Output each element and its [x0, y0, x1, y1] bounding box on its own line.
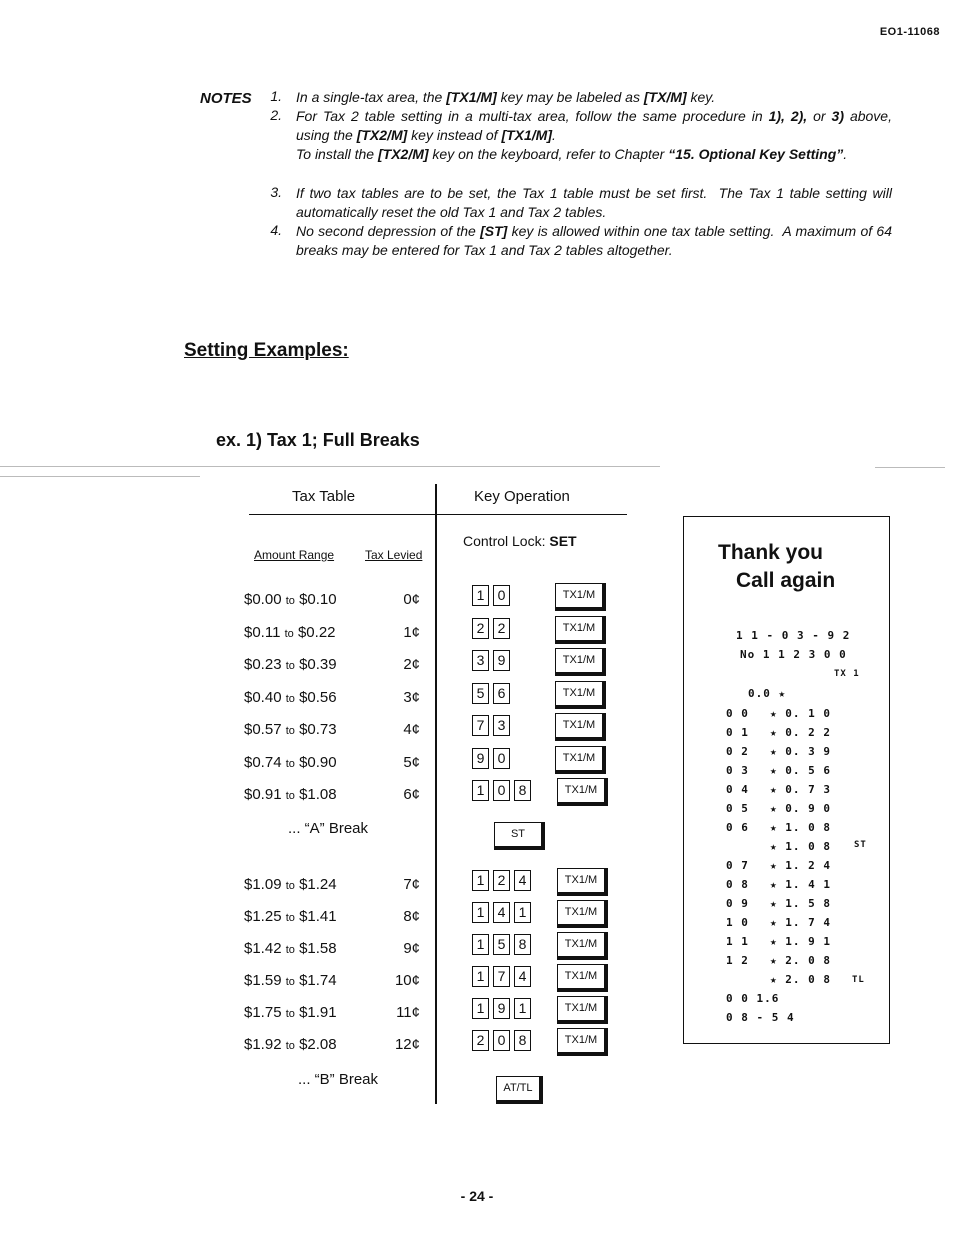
digit-key: 5 — [472, 683, 489, 704]
digit-key: 1 — [472, 998, 489, 1019]
digit-keys — [472, 748, 514, 772]
digit-key: 2 — [472, 618, 489, 639]
amount-range-label: Amount Range — [254, 548, 335, 562]
to-word: to — [285, 976, 295, 988]
receipt-line-value: ★ 1. 4 1 — [770, 878, 831, 891]
tax-levied: 4¢ — [403, 721, 420, 738]
digit-key: 8 — [514, 1030, 531, 1051]
tax-levied: 7¢ — [403, 876, 420, 893]
receipt-line-index: 0 7 — [726, 859, 749, 872]
amount-to: $1.08 — [299, 786, 337, 803]
receipt-line-value: ★ 1. 5 8 — [770, 897, 831, 910]
tax-table-header: Tax Table — [292, 488, 356, 505]
to-word: to — [285, 790, 295, 802]
digit-keys — [472, 870, 535, 894]
control-lock — [463, 533, 577, 549]
digit-key: 5 — [493, 934, 510, 955]
digit-key: 0 — [493, 748, 510, 769]
section-title: Setting Examples: — [184, 340, 349, 361]
document-id: EO1-11068 — [879, 26, 940, 38]
break-a-label: ... “A” Break — [288, 820, 369, 837]
digit-key: 1 — [472, 966, 489, 987]
tx1m-key: TX1/M — [555, 616, 606, 644]
digit-keys — [472, 715, 514, 739]
receipt-line-value: ★ 0. 1 0 — [770, 707, 831, 720]
tax-levied: 5¢ — [403, 753, 420, 771]
amount-to: $0.22 — [297, 623, 336, 641]
amount-from: $0.57 — [244, 721, 282, 738]
attl-key: AT/TL — [496, 1076, 543, 1104]
tax-levied: 9¢ — [403, 940, 420, 957]
digit-keys — [472, 780, 535, 804]
amount-from: $1.75 — [244, 1004, 282, 1021]
receipt-code: 0 8 - 5 4 — [726, 1011, 795, 1024]
scan-artifact-line — [0, 476, 200, 477]
tx1m-key: TX1/M — [557, 996, 608, 1024]
tax-levied: 2¢ — [403, 656, 420, 673]
digit-key: 1 — [472, 585, 489, 606]
digit-key: 1 — [472, 780, 489, 801]
receipt-line-index: 0 1 — [726, 726, 749, 739]
to-word: to — [285, 692, 295, 705]
amount-from: $0.11 — [244, 623, 281, 641]
amount-from: $1.59 — [244, 972, 282, 989]
tx1m-key: TX1/M — [557, 1028, 608, 1056]
digit-key: 9 — [472, 748, 489, 769]
amount-to: $2.08 — [299, 1036, 337, 1053]
receipt-line-value: ★ 2. 0 8 — [770, 954, 831, 967]
to-word: to — [285, 944, 295, 956]
receipt-line-value: ★ 1. 7 4 — [770, 916, 831, 929]
to-word: to — [285, 725, 295, 737]
break-b-label: ... “B” Break — [298, 1071, 379, 1088]
amount-from: $1.42 — [244, 940, 282, 957]
digit-key: 4 — [514, 966, 531, 987]
amount-from: $0.74 — [244, 753, 282, 771]
receipt-number: No 1 1 2 3 0 0 — [740, 648, 847, 661]
receipt-line-index: 0 5 — [726, 802, 749, 815]
receipt-total-value: ★ 2. 0 8 — [770, 973, 831, 986]
amount-to: $0.10 — [299, 591, 337, 608]
scan-artifact-line — [0, 466, 660, 467]
amount-to: $0.39 — [299, 656, 337, 673]
amount-to: $1.58 — [299, 940, 337, 957]
receipt-total-tag: TL — [852, 975, 865, 985]
amount-from: $0.91 — [244, 786, 282, 803]
digit-key: 4 — [493, 902, 510, 923]
digit-key: 4 — [514, 870, 531, 891]
receipt-line-index: 1 0 — [726, 916, 749, 929]
key-operation-header: Key Operation — [474, 488, 570, 505]
example-title: ex. 1) Tax 1; Full Breaks — [216, 430, 420, 450]
digit-key: 3 — [493, 715, 510, 736]
tx1m-key: TX1/M — [555, 583, 606, 611]
digit-keys — [472, 966, 535, 990]
tax-levied: 12¢ — [394, 1036, 420, 1053]
receipt-line-value: ★ 0. 2 2 — [770, 726, 831, 739]
digit-keys — [472, 585, 514, 609]
receipt-tx-label: TX 1 — [834, 669, 860, 679]
note-text: No second depression of the [ST] key is allowed within one tax table setting. A maximum of 64 breaks may be entered for Tax 1 and Tax 2 tables altogether. — [296, 223, 892, 258]
receipt-line-value: ★ 0. 7 3 — [770, 783, 831, 796]
note-number: 4. — [270, 222, 282, 238]
digit-key: 0 — [493, 585, 510, 606]
receipt-line-value: ★ 0. 3 9 — [770, 745, 831, 758]
note-number: 3. — [270, 184, 282, 200]
digit-key: 2 — [493, 618, 510, 639]
digit-key: 7 — [472, 715, 489, 736]
tax-levied: 10¢ — [394, 972, 420, 989]
note-number: 2. — [270, 107, 282, 123]
note-text: In a single-tax area, the [TX1/M] key may be labeled as [TX/M] key. — [296, 89, 716, 105]
amount-from: $1.25 — [244, 908, 282, 925]
digit-keys — [472, 650, 514, 674]
receipt-line-index: 0 8 — [726, 878, 749, 891]
amount-to: $0.90 — [299, 753, 337, 771]
tx1m-key: TX1/M — [555, 746, 606, 774]
digit-keys — [472, 683, 514, 707]
to-word: to — [285, 912, 295, 924]
st-key: ST — [494, 822, 545, 850]
to-word: to — [285, 880, 295, 892]
tx1m-key: TX1/M — [557, 932, 608, 960]
digit-key: 3 — [472, 650, 489, 671]
digit-keys — [472, 902, 535, 926]
digit-key: 1 — [472, 870, 489, 891]
digit-key: 2 — [472, 1030, 489, 1051]
amount-to: $0.56 — [299, 688, 337, 706]
tx1m-key: TX1/M — [555, 713, 606, 741]
digit-key: 0 — [493, 1030, 510, 1051]
tax-levied: 1¢ — [403, 623, 420, 641]
receipt — [683, 516, 890, 1044]
to-word: to — [285, 1040, 295, 1052]
scan-artifact-line — [875, 467, 945, 468]
note-number: 1. — [270, 88, 282, 104]
receipt-first-line: 0.0 ★ — [748, 687, 787, 700]
to-word: to — [284, 627, 294, 640]
digit-key: 9 — [493, 998, 510, 1019]
receipt-st-value: ★ 1. 0 8 — [770, 840, 831, 853]
receipt-line-index: 0 9 — [726, 897, 749, 910]
digit-key: 6 — [493, 683, 510, 704]
tx1m-key: TX1/M — [557, 964, 608, 992]
receipt-line-value: ★ 1. 0 8 — [770, 821, 831, 834]
digit-key: 7 — [493, 966, 510, 987]
tx1m-key: TX1/M — [555, 648, 606, 676]
receipt-line-value: ★ 1. 9 1 — [770, 935, 831, 948]
note-text: If two tax tables are to be set, the Tax 1 table must be set first. The Tax 1 table setting will automatically reset the old Tax 1 and Tax 2 tables. — [296, 185, 892, 220]
tax-levied-label: Tax Levied — [365, 548, 423, 562]
digit-key: 9 — [493, 650, 510, 671]
amount-from: $1.92 — [244, 1036, 282, 1053]
note-text: For Tax 2 table setting in a multi-tax area, follow the same procedure in 1), 2), or 3) above, using the [TX2/M] key instead of [TX1/M]. To install the [TX2/M] key on the keyboard, refer to Chapter “15. Optional Key Setting”. — [296, 108, 892, 162]
control-lock-label: Control Lock: — [463, 533, 546, 549]
digit-keys — [472, 998, 535, 1022]
to-word: to — [285, 660, 295, 672]
header-rule — [249, 514, 627, 515]
receipt-line-index: 0 0 — [726, 707, 749, 720]
tx1m-key: TX1/M — [557, 900, 608, 928]
digit-key: 1 — [472, 934, 489, 955]
tax-levied: 8¢ — [403, 908, 420, 925]
digit-key: 1 — [514, 902, 531, 923]
receipt-line-index: 1 2 — [726, 954, 749, 967]
receipt-thanks-line2: Call again — [736, 569, 836, 592]
amount-to: $1.74 — [299, 972, 337, 989]
amount-to: $1.41 — [299, 908, 337, 925]
digit-key: 0 — [493, 780, 510, 801]
digit-key: 2 — [493, 870, 510, 891]
digit-key: 8 — [514, 780, 531, 801]
receipt-count: 0 0 1.6 — [726, 992, 780, 1005]
digit-key: 1 — [514, 998, 531, 1019]
receipt-line-index: 0 3 — [726, 764, 749, 777]
digit-keys — [472, 1030, 535, 1054]
amount-to: $1.24 — [299, 876, 337, 893]
column-divider — [435, 484, 437, 1104]
tax-levied: 3¢ — [403, 688, 420, 706]
receipt-line-value: ★ 0. 9 0 — [770, 802, 831, 815]
notes-label: NOTES — [200, 90, 252, 107]
to-word: to — [285, 757, 295, 770]
digit-key: 8 — [514, 934, 531, 955]
receipt-st-tag: ST — [854, 840, 867, 850]
tx1m-key: TX1/M — [555, 681, 606, 709]
tx1m-key: TX1/M — [557, 868, 608, 896]
tax-levied: 0¢ — [403, 591, 420, 608]
receipt-line-value: ★ 0. 5 6 — [770, 764, 831, 777]
digit-key: 1 — [472, 902, 489, 923]
digit-keys — [472, 618, 514, 642]
amount-to: $1.91 — [299, 1004, 337, 1021]
digit-keys — [472, 934, 535, 958]
amount-from: $0.23 — [244, 656, 282, 673]
receipt-line-index: 0 4 — [726, 783, 749, 796]
receipt-date: 1 1 - 0 3 - 9 2 — [736, 629, 851, 642]
receipt-thanks-line1: Thank you — [718, 541, 824, 564]
amount-from: $0.00 — [244, 591, 282, 608]
control-lock-value: SET — [549, 533, 577, 549]
receipt-line-index: 1 1 — [726, 935, 749, 948]
tax-levied: 11¢ — [396, 1004, 420, 1021]
to-word: to — [285, 595, 295, 607]
page-number: - 24 - — [460, 1188, 494, 1204]
receipt-line-index: 0 2 — [726, 745, 749, 758]
amount-from: $1.09 — [244, 876, 282, 893]
amount-from: $0.40 — [244, 688, 282, 706]
tax-levied: 6¢ — [403, 786, 420, 803]
amount-to: $0.73 — [299, 721, 337, 738]
receipt-line-value: ★ 1. 2 4 — [770, 859, 831, 872]
tx1m-key: TX1/M — [557, 778, 608, 806]
to-word: to — [285, 1008, 295, 1020]
receipt-line-index: 0 6 — [726, 821, 749, 834]
